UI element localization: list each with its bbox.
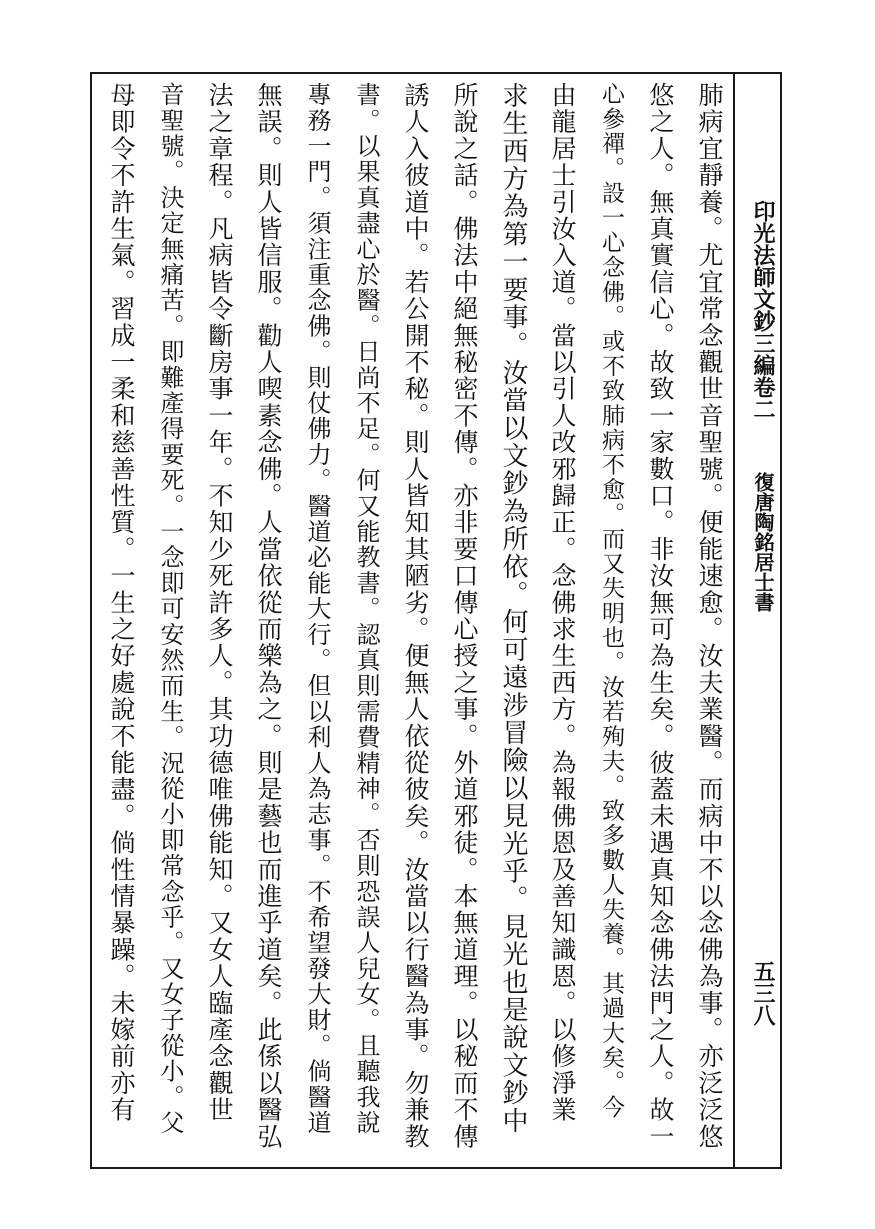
letter-title: 復唐陶銘居士書	[751, 472, 775, 612]
book-title: 印光法師文鈔三編卷二	[750, 200, 776, 420]
text-column-12: 音聖號。決定無痛苦。即難產得要死。一念即可安然而生。況從小即常念乎。又女子從小。父	[156, 82, 184, 1136]
text-column-6: 所說之話。佛法中絕無秘密不傳。亦非要口傳心授之事。外道邪徒。本無道理。以秘而不傳	[450, 82, 479, 1150]
page-number: 五三八	[750, 960, 776, 1026]
text-column-13: 母即令不許生氣。習成一柔和慈善性質。一生之好處說不能盡。倘性情暴躁。未嫁前亦有	[107, 82, 136, 1124]
text-column-5: 求生西方為第一要事。汝當以文鈔為所依。何可遠涉冒險以見光乎。見光也是說文鈔中	[498, 82, 528, 1135]
text-column-11: 法之章程。凡病皆令斷房事一年。不知少死許多人。其功德唯佛能知。又女人臨產念觀世	[205, 82, 234, 1124]
text-column-10: 無誤。則人皆信服。勸人喫素念佛。人當依從而樂為之。則是藝也而進乎道矣。此係以醫弘	[254, 82, 283, 1150]
text-column-4: 由龍居士引汝入道。當以引人改邪歸正。念佛求生西方。為報佛恩及善知識恩。以修淨業	[548, 82, 577, 1124]
text-column-9: 專務一門。須注重念佛。則仗佛力。醫道必能大行。但以利人為志事。不希望發大財。倘醫道	[303, 82, 331, 1136]
text-column-2: 悠之人。無真實信心。故致一家數口。非汝無可為生矣。彼蓋未遇真知念佛法門之人。故一	[646, 82, 675, 1150]
text-column-8: 書。以果真盡心於醫。日尚不足。何又能教書。認真則需費精神。否則恐誤人兒女。且聽我說	[352, 82, 380, 1136]
header-divider-rule	[733, 72, 735, 1169]
text-column-3: 心參禪。設一心念佛。或不致肺病不愈。而又失明也。汝若殉夫。致多數人失養。其過大矣。今	[598, 82, 624, 1120]
text-column-1: 肺病宜靜養。尤宜常念觀世音聖號。便能速愈。汝夫業醫。而病中不以念佛為事。亦泛泛悠	[695, 82, 724, 1150]
text-column-7: 誘人入彼道中。若公開不秘。則人皆知其陋劣。便無人依從彼矣。汝當以行醫為事。勿兼教	[401, 82, 430, 1150]
